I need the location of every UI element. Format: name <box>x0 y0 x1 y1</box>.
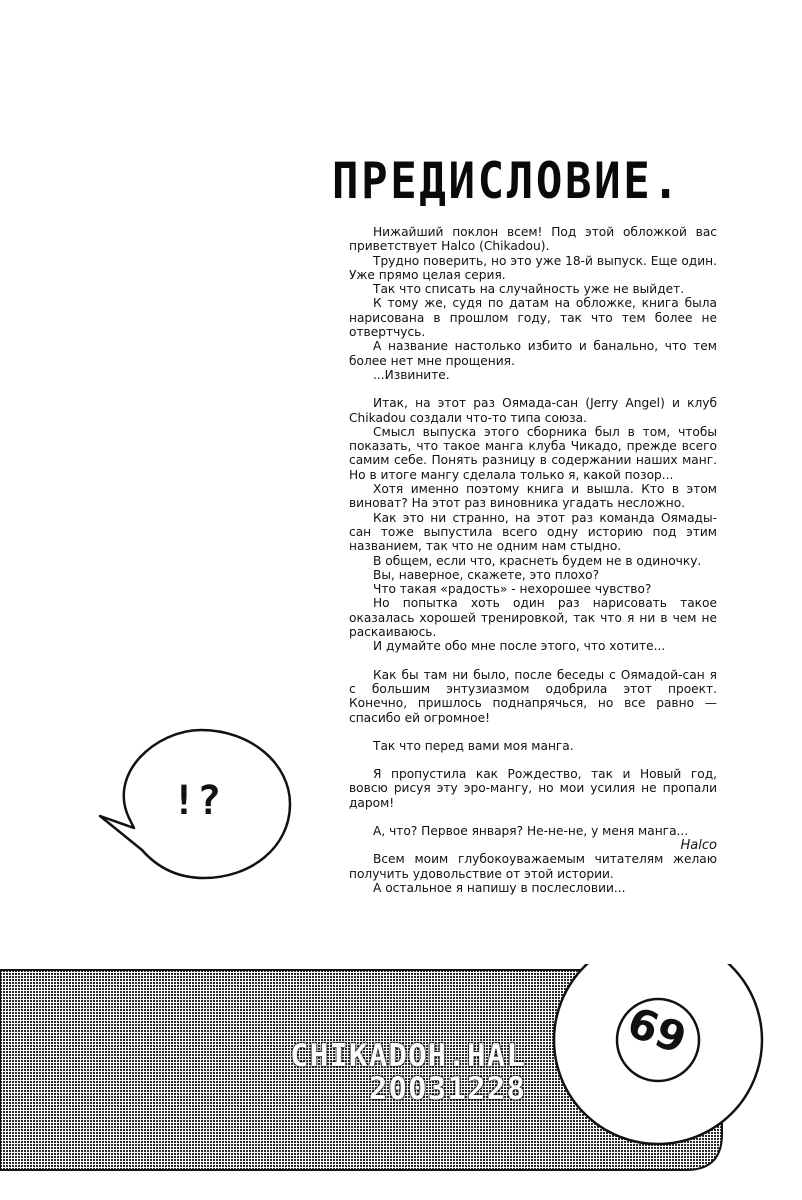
paragraph: Смысл выпуска этого сборника был в том, чтобы показать, что такое манга клуба Чикадо, прежде всего самим себе. Понять разницу в содержании наших манг. Но в итоге мангу сделала только я, какой позор... <box>349 424 717 482</box>
page-title: ПРЕДИСЛОВИЕ. <box>332 152 682 210</box>
paragraph: Я пропустила как Рождество, так и Новый год, вовсю рисуя эту эро-мангу, но мои усилия не пропали даром! <box>349 767 717 810</box>
paragraph: Как это ни странно, на этот раз команда Оямады-сан тоже выпустила всего одну историю под этим названием, так что не одним нам стыдно. <box>349 510 717 554</box>
paragraph: Так что перед вами моя манга. <box>373 738 574 753</box>
paragraph: И думайте обо мне после этого, что хотите... <box>373 639 666 654</box>
paragraph: Нижайший поклон всем! Под этой обложкой вас приветствует Halco (Chikadou). <box>349 225 717 254</box>
signature: Halco <box>680 838 717 853</box>
paragraph: Но попытка хоть один раз нарисовать такое оказалась хорошей тренировкой, так что я ни в чем не раскаиваюсь. <box>349 596 717 640</box>
bubble-text: !? <box>171 778 223 824</box>
footer-code <box>276 1040 526 1106</box>
paragraph: Трудно поверить, но это уже 18-й выпуск. Еще один. Уже прямо целая серия. <box>349 253 717 282</box>
paragraph: А название настолько избито и банально, что тем более нет мне прощения. <box>349 339 717 368</box>
paragraph: К тому же, судя по датам на обложке, книга была нарисована в прошлом году, так что тем более не отвертчусь. <box>349 296 717 340</box>
paragraph: В общем, если что, краснеть будем не в одиночку. <box>373 553 702 568</box>
paragraph: А, что? Первое января? Не-не-не, у меня манга... <box>373 823 689 838</box>
foreword-text <box>349 225 717 895</box>
paragraph: Итак, на этот раз Оямада-сан (Jerry Angel) и клуб Chikadou создали что-то типа союза. <box>349 396 717 425</box>
footer-code-line: 20031228 <box>368 1071 526 1107</box>
paragraph: ...Извините. <box>373 367 450 382</box>
paragraph: Всем моим глубокоуважаемым читателям желаю получить удовольствие от этой истории. <box>349 852 717 881</box>
paragraph: Вы, наверное, скажете, это плохо? <box>373 567 600 582</box>
paragraph: Так что списать на случайность уже не выйдет. <box>373 282 685 297</box>
paragraph: Как бы там ни было, после беседы с Оямадой-сан я с большим энтузиазмом одобрила этот проект. Конечно, пришлось поднапрячься, но все равно — спасибо ей огромное! <box>349 667 717 725</box>
paragraph: А остальное я напишу в послесловии... <box>373 880 626 895</box>
page-number: 69 <box>621 997 693 1064</box>
footer-code-line: CHIKADOH.HAL <box>290 1038 526 1074</box>
paragraph: Хотя именно поэтому книга и вышла. Кто в этом виноват? На этот раз виновника угадать несложно. <box>349 482 717 511</box>
paragraph: Что такая «радость» - нехорошее чувство? <box>373 582 652 597</box>
